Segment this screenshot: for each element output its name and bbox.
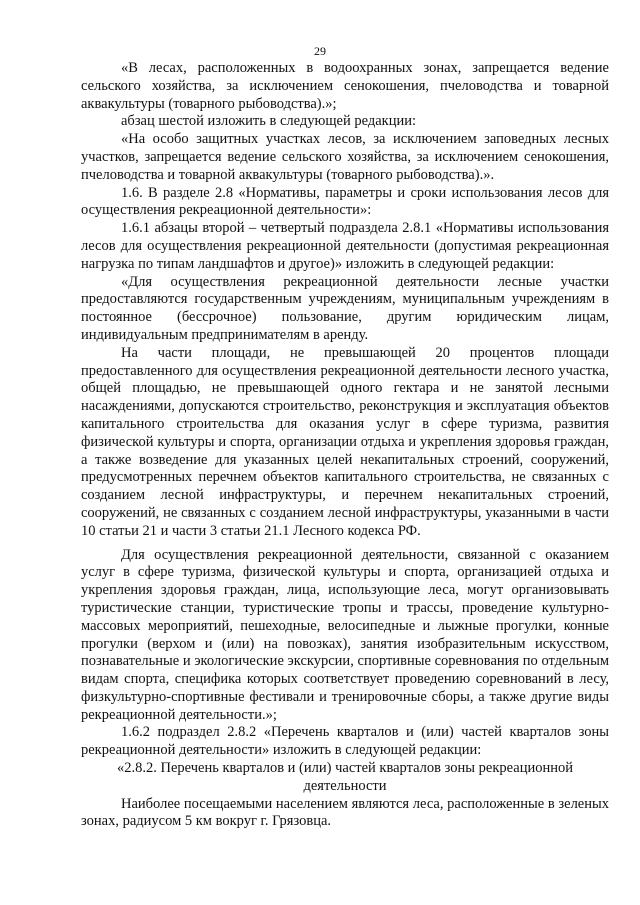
page-number: 29 xyxy=(314,44,326,58)
paragraph-section-1-6-2: 1.6.2 подраздел 2.8.2 «Перечень кварталов и (или) частей кварталов зоны рекреационной деятельности» изложить в следующей редакции: xyxy=(81,724,609,759)
document-body xyxy=(81,60,609,831)
paragraph-green-zones: Наиболее посещаемыми населением являются леса, расположенные в зеленых зонах, радиусом 5 км вокруг г. Грязовца. xyxy=(81,795,609,830)
paragraph-recreational-activities: Для осуществления рекреационной деятельности, связанной с оказанием услуг в сфере туризма, физической культуры и спорта, организацией отдыха и укрепления здоровья граждан, лица, использующие леса, могут организовывать туристические станции, туристические тропы и трассы, проведение культурно-массовых мероприятий, пешеходные, велосипедные и лыжные прогулки, конные прогулки (верхом и (или) на повозках), занятия изобразительным искусством, познавательные и экологические экскурсии, спортивные соревнования по отдельным видам спорта, специфика которых соответствует проведению соревнований в лесу, физкультурно-спортивные фестивали и тренировочные сборы, а также другие виды рекреационной деятельности.»; xyxy=(81,546,609,723)
paragraph-section-1-6: 1.6. В разделе 2.8 «Нормативы, параметры и сроки использования лесов для осуществления рекреационной деятельности»: xyxy=(81,184,609,219)
paragraph-construction-limits: На части площади, не превышающей 20 процентов площади предоставленного для осуществления рекреационной деятельности лесного участка, общей площадью, не превышающей одного гектара и не занятой лесными насаждениями, допускаются строительство, реконструкция и эксплуатация объектов капитального строительства для оказания услуг в сфере туризма, развития физической культуры и спорта, организации отдыха и укрепления здоровья граждан, а также возведение для указанных целей некапитальных строений, сооружений, предусмотренных перечнем объектов капитального строительства, не связанных с созданием лесной инфраструктуры, и перечнем некапитальных строений, сооружений, не связанных с созданием лесной инфраструктуры, указанными в части 10 статьи 21 и части 3 статьи 21.1 Лесного кодекса РФ. xyxy=(81,344,609,539)
paragraph-water-protection: «В лесах, расположенных в водоохранных зонах, запрещается ведение сельского хозяйства, за исключением сенокошения, пчеловодства и товарной аквакультуры (товарного рыбоводства).»; xyxy=(81,60,609,112)
paragraph-protective-areas: «На особо защитных участках лесов, за исключением заповедных лесных участков, запрещается ведение сельского хозяйства, за исключением сенокошения, пчеловодства и товарной аквакультуры (товарного рыбоводства).». xyxy=(81,131,609,183)
paragraph-section-1-6-1: 1.6.1 абзацы второй – четвертый подраздела 2.8.1 «Нормативы использования лесов для осуществления рекреационной деятельности (допустимая рекреационная нагрузка по типам ландшафтов и другое)» изложить в следующей редакции: xyxy=(81,220,609,272)
paragraph-recreational-leasing: «Для осуществления рекреационной деятельности лесные участки предоставляются государственным учреждениям, муниципальным учреждениям в постоянное (бессрочное) пользование, другим юридическим лицам, индивидуальным предпринимателям в аренду. xyxy=(81,273,609,343)
paragraph-subsection-heading: «2.8.2. Перечень кварталов и (или) частей кварталов зоны рекреационной деятельности xyxy=(116,760,573,794)
paragraph-sixth-abzac: абзац шестой изложить в следующей редакции: xyxy=(121,113,416,130)
